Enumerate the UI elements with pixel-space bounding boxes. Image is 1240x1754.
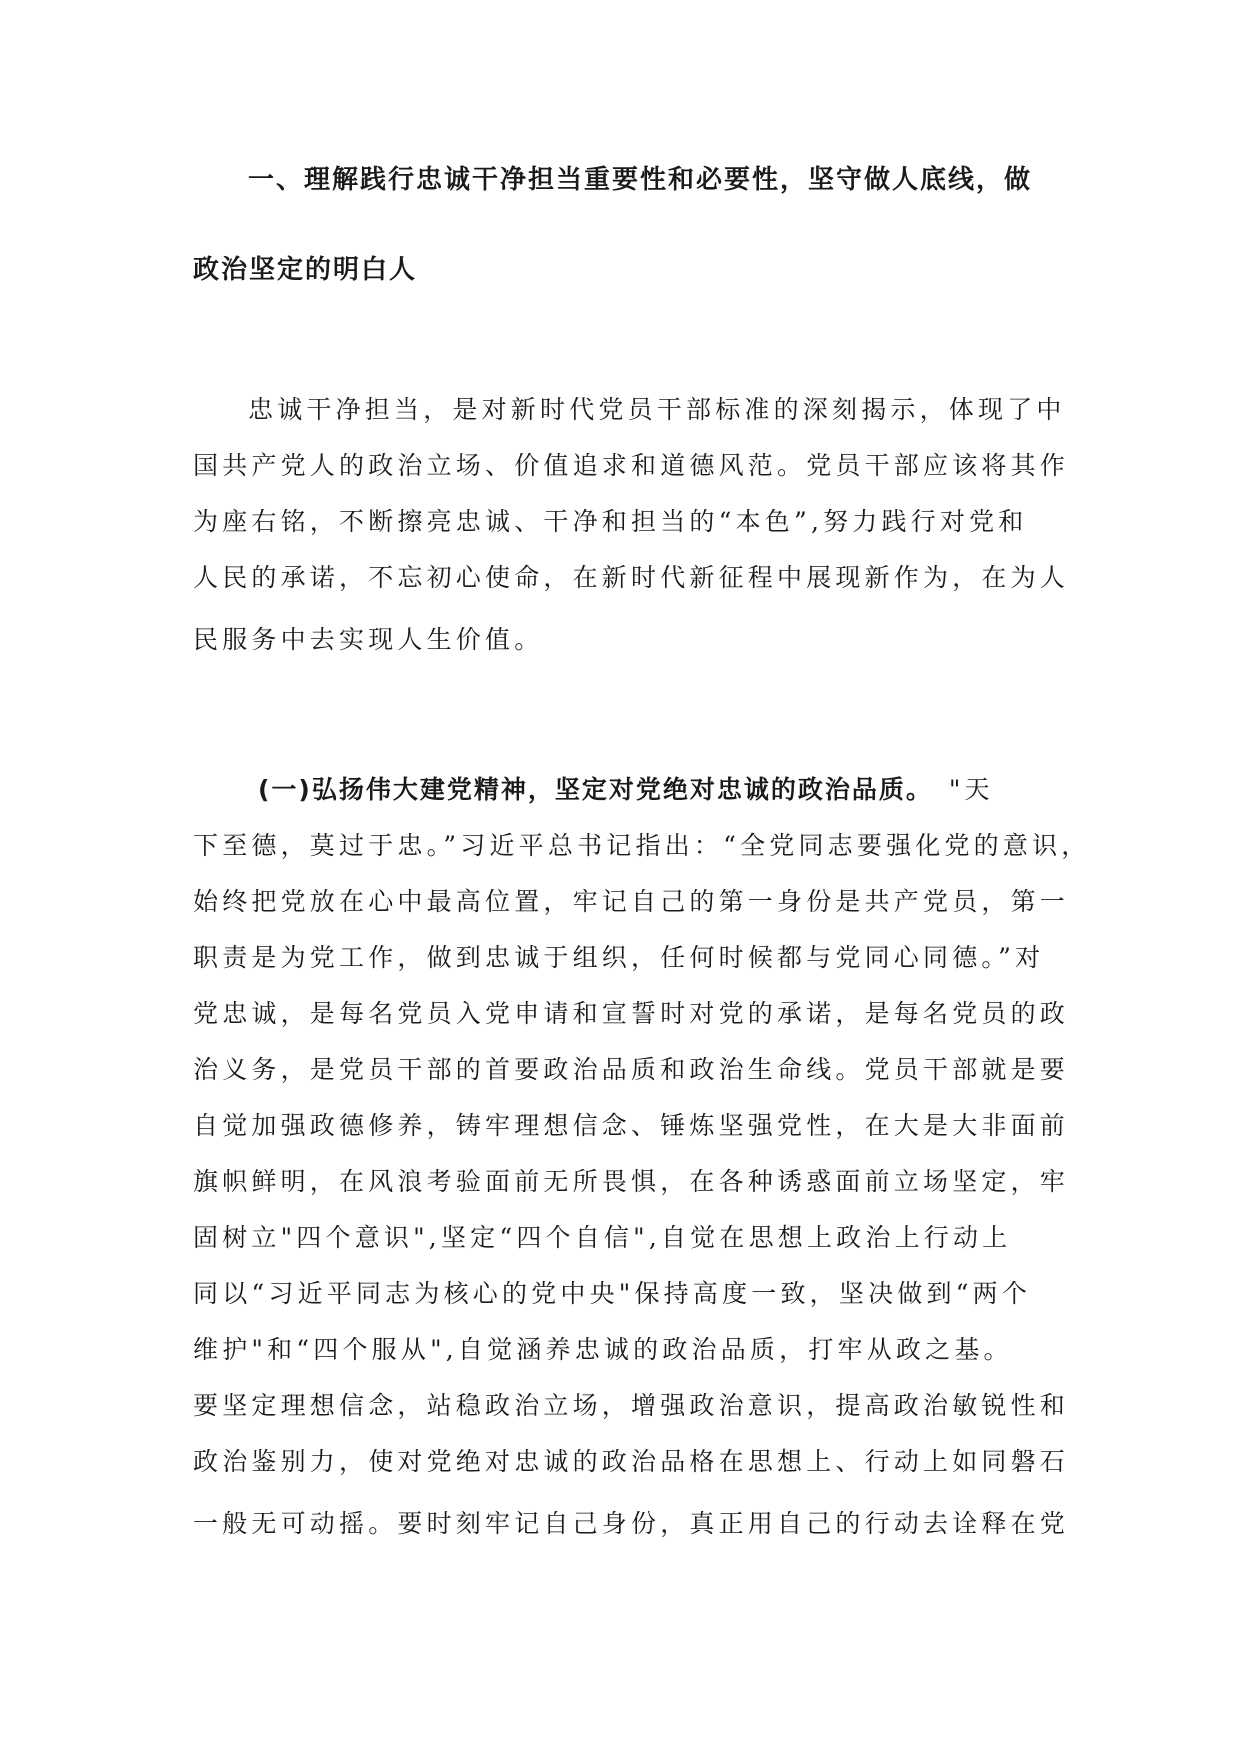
paragraph-1-line: 为座右铭，不断擦亮忠诚、干净和担当的“本色”,努力践行对党和: [193, 507, 1028, 536]
paragraph-2-line: 职责是为党工作，做到忠诚于组织，任何时候都与党同心同德。”对: [193, 943, 1045, 972]
paragraph-2-line: 要坚定理想信念，站稳政治立场，增强政治意识，提高政治敏锐性和: [193, 1391, 1070, 1420]
paragraph-2-line: 一般无可动摇。要时刻牢记自己身份，真正用自己的行动去诠释在党: [193, 1509, 1070, 1538]
section-heading-line-1: 一、理解践行忠诚干净担当重要性和必要性，坚守做人底线，做: [248, 165, 1033, 195]
paragraph-2-line: 自觉加强政德修养，铸牢理想信念、锤炼坚强党性，在大是大非面前: [193, 1111, 1070, 1140]
paragraph-1-line: 国共产党人的政治立场、价值追求和道德风范。党员干部应该将其作: [193, 451, 1070, 480]
paragraph-1-line: 人民的承诺，不忘初心使命，在新时代新征程中展现新作为，在为人: [193, 563, 1070, 592]
paragraph-2-line: 固树立"四个意识",坚定“四个自信",自觉在思想上政治上行动上: [193, 1223, 1012, 1252]
paragraph-1-line: 忠诚干净担当，是对新时代党员干部标准的深刻揭示，体现了中: [248, 395, 1066, 424]
paragraph-2-line: 同以“习近平同志为核心的党中央"保持高度一致，坚决做到“两个: [193, 1279, 1032, 1308]
paragraph-2-first-line: [258, 770, 1118, 810]
paragraph-2-line: 维护"和“四个服从",自觉涵养忠诚的政治品质，打牢从政之基。: [193, 1335, 1013, 1364]
paragraph-2-line: 治义务，是党员干部的首要政治品质和政治生命线。党员干部就是要: [193, 1055, 1070, 1084]
section-heading-line-2: 政治坚定的明白人: [193, 255, 418, 285]
paragraph-2-first-line-rest: "天: [948, 775, 994, 804]
paragraph-2-line: 旗帜鲜明，在风浪考验面前无所畏惧，在各种诱惑面前立场坚定，牢: [193, 1167, 1070, 1196]
paragraph-2-line: 下至德，莫过于忠。”习近平总书记指出：“全党同志要强化党的意识，: [193, 831, 1091, 860]
paragraph-2-line: 始终把党放在心中最高位置，牢记自己的第一身份是共产党员，第一: [193, 887, 1070, 916]
paragraph-1-line: 民服务中去实现人生价值。: [193, 625, 544, 654]
paragraph-2-line: 党忠诚，是每名党员入党申请和宣誓时对党的承诺，是每名党员的政: [193, 999, 1070, 1028]
paragraph-2-line: 政治鉴别力，使对党绝对忠诚的政治品格在思想上、行动上如同磐石: [193, 1447, 1070, 1476]
subsection-heading: (一)弘扬伟大建党精神，坚定对党绝对忠诚的政治品质。: [258, 775, 933, 804]
